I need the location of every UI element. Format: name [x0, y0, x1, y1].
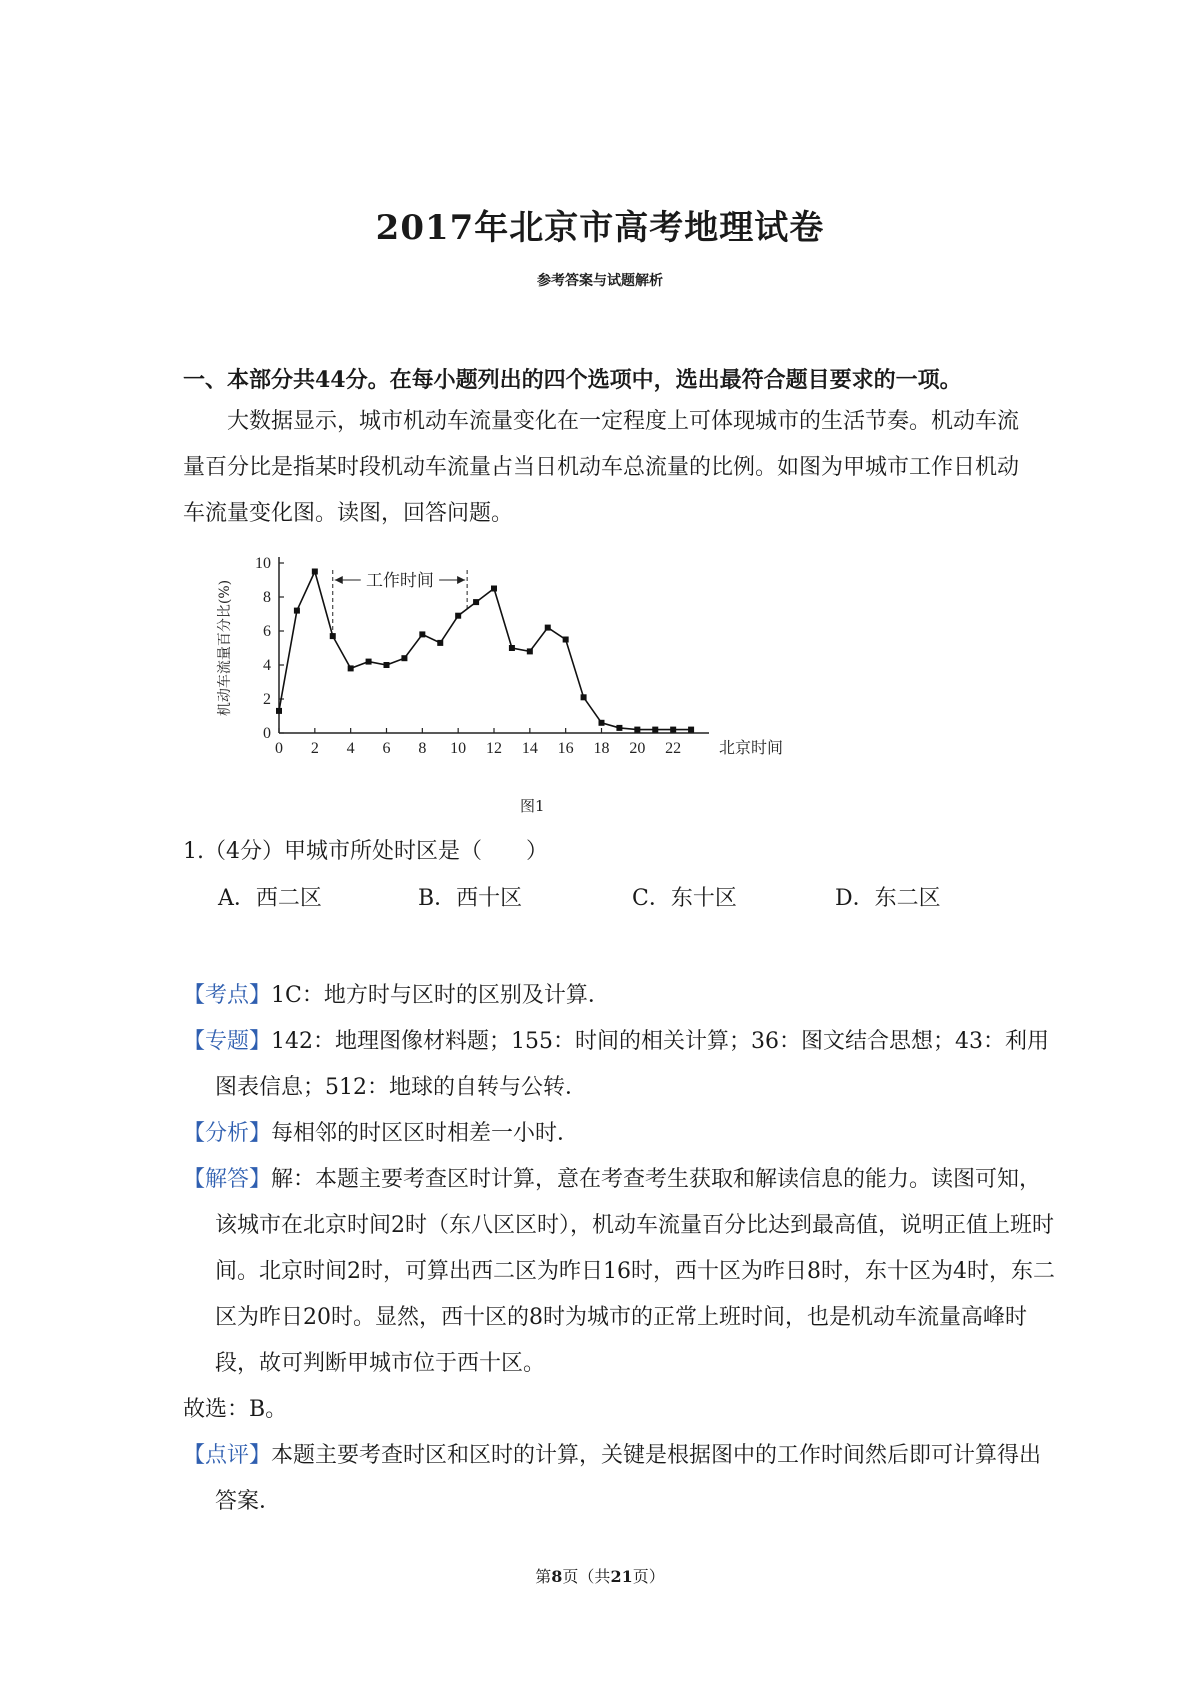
kaodian-label: 【考点】 [183, 983, 272, 1008]
data-point [509, 645, 515, 651]
kaodian-text: 1C：地方时与区时的区别及计算． [271, 983, 610, 1008]
option-b-letter: B． [418, 886, 457, 911]
data-point [688, 727, 694, 733]
data-point [312, 569, 318, 575]
x-tick-label: 20 [629, 740, 646, 757]
option-d-letter: D． [835, 886, 875, 911]
data-point [419, 631, 425, 637]
x-tick-label: 22 [665, 740, 682, 757]
footer-page-number: 8 [551, 1567, 563, 1586]
data-point [473, 599, 479, 605]
series-line [276, 569, 694, 733]
y-tick-label: 2 [263, 691, 271, 708]
data-point [348, 665, 354, 671]
series-polyline [279, 572, 691, 730]
data-point [599, 720, 605, 726]
y-tick-label: 6 [263, 623, 271, 640]
chart-axes [279, 557, 709, 733]
jieda-text: 解：本题主要考查区时计算，意在考查考生获取和解读信息的能力。读图可知，该城市在北京时间2时（东八区区时），机动车流量百分比达到最高值，说明正值上班时间。北京时间2时，可算出西二区为昨日16时，西十区为昨日8时，东十区为4时，东二区为昨日20时。显然，西十区的8时为城市的正常上班时间，也是机动车流量高峰时段，故可判断甲城市位于西十区。 [215, 1167, 1055, 1376]
footer-total-pages: 21 [610, 1567, 633, 1586]
x-tick-label: 16 [557, 740, 574, 757]
fenxi-block [183, 1111, 1023, 1157]
zhuanti-block [183, 1019, 1055, 1111]
arrow-left-head [335, 576, 343, 584]
dianping-label: 【点评】 [183, 1443, 272, 1468]
data-point [670, 727, 676, 733]
dianping-block [183, 1433, 1055, 1525]
data-point [366, 659, 372, 665]
data-point [294, 608, 300, 614]
data-point [527, 648, 533, 654]
y-tick-label: 8 [263, 589, 271, 606]
y-tick-label: 4 [263, 657, 271, 674]
section-heading: 一、本部分共44分。在每小题列出的四个选项中，选出最符合题目要求的一项。 [183, 367, 962, 393]
x-tick-label: 4 [346, 740, 355, 757]
footer-mid: 页（共 [562, 1567, 611, 1586]
data-point [634, 727, 640, 733]
question-stem: 1.（4分）甲城市所处时区是（ ） [183, 839, 548, 864]
x-tick-label: 8 [418, 740, 427, 757]
footer-pre: 第 [535, 1567, 552, 1586]
dianping-text: 本题主要考查时区和区时的计算，关键是根据图中的工作时间然后即可计算得出答案． [215, 1443, 1042, 1514]
data-point [401, 655, 407, 661]
guxuan-line: 故选：B。 [183, 1397, 288, 1422]
option-d-text: 东二区 [874, 886, 941, 911]
option-a-text: 西二区 [255, 886, 322, 911]
option-c[interactable] [632, 881, 737, 912]
jieda-label: 【解答】 [183, 1167, 272, 1192]
kaodian-block [183, 973, 1023, 1019]
page-subtitle: 参考答案与试题解析 [537, 273, 663, 289]
fenxi-label: 【分析】 [183, 1121, 272, 1146]
page-footer [0, 1564, 1200, 1587]
arrow-right-head [457, 576, 465, 584]
data-point [437, 640, 443, 646]
x-tick-label: 0 [275, 740, 283, 757]
y-tick-label: 0 [263, 725, 271, 742]
zhuanti-text: 142：地理图像材料题；155：时间的相关计算；36：图文结合思想；43：利用图表信息；512：地球的自转与公转． [215, 1029, 1049, 1100]
data-point [563, 637, 569, 643]
data-point [330, 633, 336, 639]
y-axis-label-group [216, 580, 233, 716]
x-tick-label: 12 [486, 740, 502, 757]
x-axis-label: 北京时间 [719, 738, 784, 757]
data-point [384, 662, 390, 668]
data-point [616, 725, 622, 731]
data-point [491, 586, 497, 592]
data-point [581, 694, 587, 700]
option-c-letter: C． [632, 886, 671, 911]
data-point [545, 625, 551, 631]
option-b[interactable] [418, 881, 522, 912]
data-point [276, 708, 282, 714]
zhuanti-label: 【专题】 [183, 1029, 272, 1054]
fenxi-text: 每相邻的时区区时相差一小时． [271, 1121, 580, 1146]
data-point [455, 613, 461, 619]
page-title: 2017年北京市高考地理试卷 [375, 208, 825, 248]
footer-post: 页） [632, 1567, 665, 1586]
option-b-text: 西十区 [456, 886, 523, 911]
chart-caption: 图1 [520, 797, 545, 815]
jieda-block [183, 1157, 1055, 1387]
x-tick-label: 14 [521, 740, 538, 757]
work-time-annotation [333, 570, 467, 636]
option-c-text: 东十区 [670, 886, 737, 911]
data-point [652, 727, 658, 733]
option-a-letter: A． [218, 886, 256, 911]
x-tick-label: 6 [382, 740, 391, 757]
tick-labels [255, 555, 783, 757]
x-tick-label: 10 [450, 740, 467, 757]
option-a[interactable] [218, 881, 322, 912]
x-tick-label: 2 [310, 740, 319, 757]
option-d[interactable] [835, 881, 941, 912]
work-time-label: 工作时间 [365, 571, 434, 591]
y-tick-label: 10 [255, 555, 271, 572]
traffic-line-chart [215, 548, 784, 757]
intro-paragraph: 大数据显示，城市机动车流量变化在一定程度上可体现城市的生活节奏。机动车流量百分比是指某时段机动车流量占当日机动车总流量的比例。如图为甲城市工作日机动车流量变化图。读图，回答问题。 [183, 409, 1020, 526]
y-axis-label: 机动车流量百分比(%) [217, 579, 233, 717]
x-tick-label: 18 [593, 740, 610, 757]
